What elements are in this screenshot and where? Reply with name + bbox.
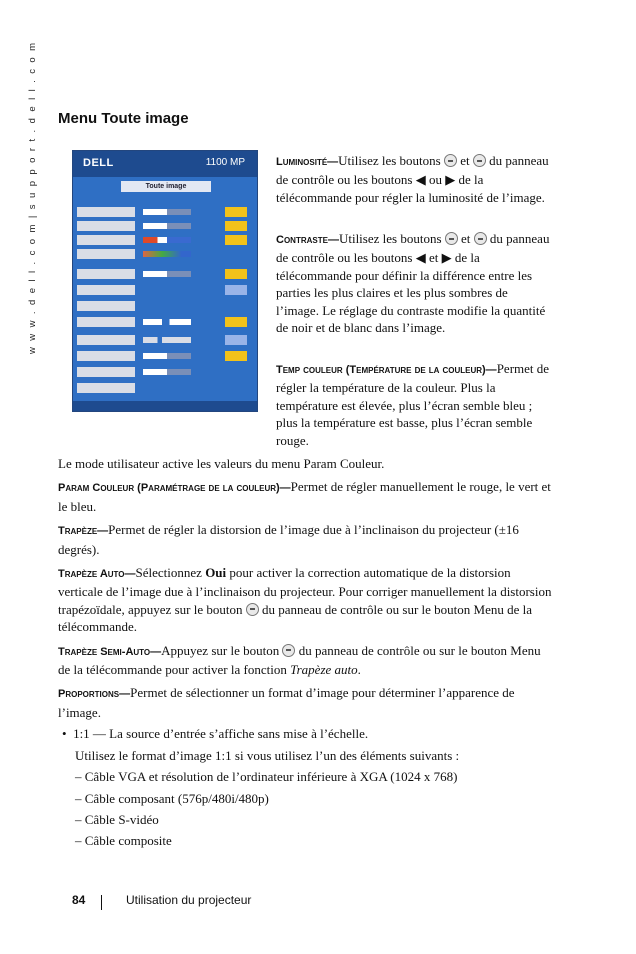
osd-row (77, 249, 253, 259)
section-title: Menu Toute image (58, 110, 189, 127)
param-couleur-term: Param Couleur (Paramétrage de la couleur)— (58, 482, 291, 495)
text: Permet de régler la distorsion de l’image due à l’inclinaison du projecteur (±16 degrés). (58, 522, 519, 557)
text: . (357, 662, 361, 678)
trapeze-semi-auto-term: Trapèze Semi-Auto— (58, 645, 162, 658)
proportions-term: Proportions— (58, 688, 131, 701)
text: pour activer la correction automatique de la distorsion verticale de l’image due à l’inclinaison du projecteur. Pour corriger manuellement la distorsion trapézoïdale, appuyez sur le bouton (58, 565, 552, 617)
osd-menu-image (72, 150, 258, 412)
osd-header (73, 151, 257, 177)
osd-row (77, 351, 253, 361)
osd-row (77, 335, 253, 345)
footer-title: Utilisation du projecteur (126, 893, 252, 907)
menu-button-icon (246, 603, 259, 616)
text: du panneau de contrôle ou sur le bouton Menu de la télécommande pour activer la fonction (58, 642, 541, 678)
temp-couleur-term: Temp couleur (Température de la couleur)— (276, 364, 497, 376)
contraste-term: Contraste— (276, 234, 339, 246)
text: Sélectionnez (135, 565, 202, 581)
text: du panneau de contrôle ou les boutons ◀ ou ▶ de la télécommande pour régler la luminosité de l’image. (276, 153, 549, 205)
plus-button-icon (473, 154, 486, 167)
list-item: – Câble VGA et résolution de l’ordinateur inférieure à XGA (1024 x 768) (75, 769, 458, 785)
list-item: – Câble S-vidéo (75, 811, 159, 827)
list-item: – Câble composite (75, 833, 172, 849)
text: Utilisez les boutons (338, 231, 442, 246)
osd-row (77, 221, 253, 231)
text: et (460, 153, 470, 168)
trapeze-term: Trapèze— (58, 525, 109, 538)
contraste-block (276, 230, 552, 336)
osd-logo: DELL (83, 157, 114, 169)
side-url (27, 41, 41, 374)
list-intro: Utilisez le format d’image 1:1 si vous utilisez l’un des éléments suivants : (75, 747, 460, 763)
osd-row (77, 383, 253, 393)
function-name: Trapèze auto (290, 662, 358, 678)
plus-button-icon (474, 232, 487, 245)
osd-row (77, 301, 253, 311)
luminosite-block (276, 152, 552, 206)
menu-button-icon (282, 644, 295, 657)
luminosite-term: Luminosité— (276, 156, 339, 168)
page-number: 84 (72, 893, 86, 907)
text: Permet de régler manuellement le rouge, le vert et le bleu. (58, 479, 551, 514)
minus-button-icon (445, 232, 458, 245)
osd-row (77, 207, 253, 217)
trapeze-auto-term: Trapèze Auto— (58, 568, 136, 581)
body-text (58, 455, 552, 850)
osd-row (77, 317, 253, 327)
mode-utilisateur: Le mode utilisateur active les valeurs du menu Param Couleur. (58, 456, 385, 471)
text: du panneau de contrôle ou sur le bouton Menu de la télécommande. (58, 601, 533, 635)
osd-row (77, 235, 253, 245)
osd-model: 1100 MP (205, 157, 245, 168)
oui-text: Oui (205, 565, 227, 581)
osd-row (77, 269, 253, 279)
osd-title: Toute image (121, 181, 211, 192)
bullet-icon: • (62, 726, 67, 742)
side-url-text: w w w . d e l l . c o m | s u p p o r t . d e l l . c o m (27, 41, 38, 354)
text: Permet de sélectionner un format d’image pour déterminer l’apparence de l’image. (58, 685, 515, 720)
proportions-list (58, 747, 552, 850)
text: Permet de régler la température de la couleur. Plus la température est élevée, plus l’écran semble bleu ; plus la température est basse, plus l’écran semble rouge. (276, 361, 550, 448)
temp-couleur-block (276, 360, 552, 449)
list-item: – Câble composant (576p/480i/480p) (75, 790, 269, 806)
bullet-text: 1:1 — La source d’entrée s’affiche sans mise à l’échelle. (73, 726, 369, 742)
text: du panneau de contrôle ou les boutons ◀ et ▶ de la télécommande pour définir la différence entre les parties les plus claires et les plus sombres de l’image. Le réglage du contraste modifie la quantité de noir et de blanc dans l’image. (276, 231, 550, 336)
osd-row (77, 285, 253, 295)
minus-button-icon (444, 154, 457, 167)
osd-row (77, 367, 253, 377)
osd-footer (73, 401, 257, 411)
footer-divider (101, 895, 102, 910)
text: et (461, 231, 471, 246)
text: Appuyez sur le bouton (161, 642, 280, 658)
text: Utilisez les boutons (338, 153, 441, 168)
